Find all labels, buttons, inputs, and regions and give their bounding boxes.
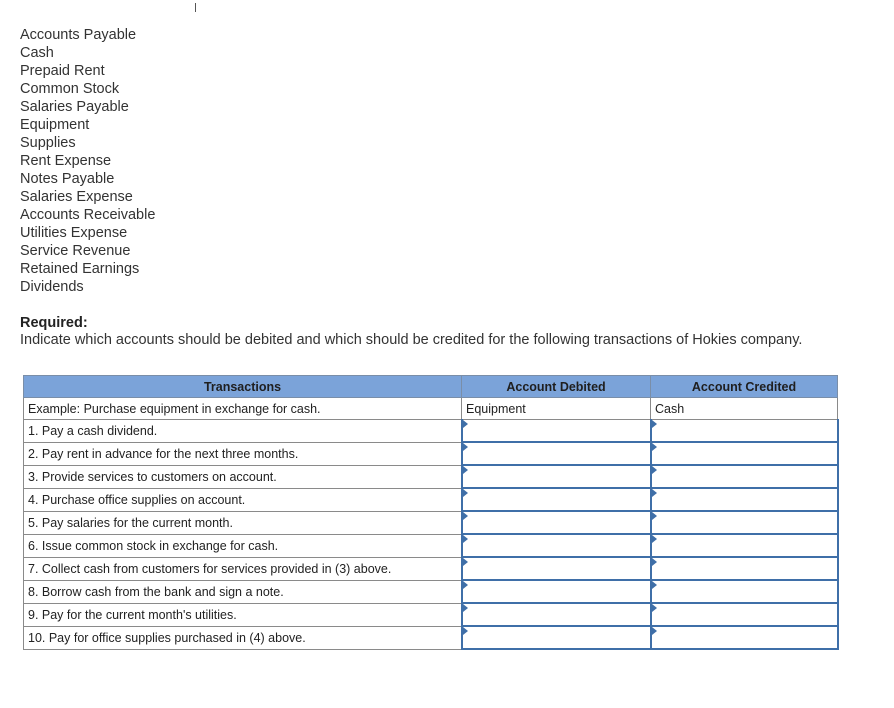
account-list-item: Notes Payable [20,171,115,187]
account-list-item: Accounts Payable [20,27,137,43]
table-row [24,488,838,511]
account-list-item: Cash [20,45,54,61]
table-row [24,603,838,626]
account-credited-input[interactable] [652,627,837,648]
transaction-description: 4. Purchase office supplies on account. [24,488,462,511]
example-description: Example: Purchase equipment in exchange for cash. [24,398,462,420]
account-credited-input[interactable] [652,420,837,441]
required-instructions: Indicate which accounts should be debited and which should be credited for the following transactions of Hokies company. [20,332,803,348]
account-credited-cell [651,442,838,465]
account-debited-cell [462,488,651,511]
table-row [24,420,838,443]
account-debited-input[interactable] [463,535,650,556]
account-list-item: Supplies [20,135,76,151]
account-list-item: Equipment [20,117,90,133]
account-debited-cell [462,626,651,649]
account-list-item: Service Revenue [20,243,131,259]
account-debited-input[interactable] [463,627,650,648]
account-debited-input[interactable] [463,581,650,602]
account-debited-cell [462,511,651,534]
account-debited-input[interactable] [463,466,650,487]
account-credited-input[interactable] [652,443,837,464]
account-credited-cell [651,465,838,488]
transactions-table [23,375,839,650]
account-list-item: Salaries Payable [20,99,129,115]
account-credited-input[interactable] [652,581,837,602]
account-credited-input[interactable] [652,512,837,533]
table-row [24,534,838,557]
account-credited-cell [651,488,838,511]
transaction-description: 9. Pay for the current month's utilities. [24,603,462,626]
account-credited-cell [651,511,838,534]
table-row [24,511,838,534]
table-row [24,442,838,465]
table-row [24,626,838,649]
account-debited-input[interactable] [463,604,650,625]
example-debited: Equipment [462,398,651,420]
account-list-item: Prepaid Rent [20,63,105,79]
transaction-description: 5. Pay salaries for the current month. [24,511,462,534]
header-account-debited: Account Debited [462,376,651,398]
transaction-description: 2. Pay rent in advance for the next three months. [24,442,462,465]
account-list-item: Utilities Expense [20,225,128,241]
account-credited-input[interactable] [652,489,837,510]
table-row [24,465,838,488]
table-header-row [24,376,838,398]
account-debited-cell [462,465,651,488]
account-credited-input[interactable] [652,604,837,625]
account-list-item: Accounts Receivable [20,207,156,223]
table-row [24,557,838,580]
account-credited-cell [651,534,838,557]
account-list-item: Retained Earnings [20,261,140,277]
account-debited-cell [462,534,651,557]
account-list-item: Dividends [20,279,84,295]
transaction-description: 10. Pay for office supplies purchased in (4) above. [24,626,462,649]
account-list-item: Common Stock [20,81,120,97]
accounts-list [20,26,155,296]
account-debited-input[interactable] [463,558,650,579]
account-credited-cell [651,420,838,443]
example-credited: Cash [651,398,838,420]
account-debited-cell [462,557,651,580]
account-debited-input[interactable] [463,420,650,441]
account-credited-cell [651,557,838,580]
account-debited-input[interactable] [463,443,650,464]
account-debited-cell [462,603,651,626]
transaction-description: 7. Collect cash from customers for services provided in (3) above. [24,557,462,580]
account-debited-input[interactable] [463,512,650,533]
account-credited-input[interactable] [652,535,837,556]
account-list-item: Rent Expense [20,153,112,169]
header-transactions: Transactions [24,376,462,398]
account-list-item: Salaries Expense [20,189,133,205]
transaction-description: 1. Pay a cash dividend. [24,420,462,443]
table-row [24,580,838,603]
transaction-description: 3. Provide services to customers on account. [24,465,462,488]
account-debited-cell [462,420,651,443]
account-credited-cell [651,580,838,603]
account-credited-input[interactable] [652,558,837,579]
account-debited-cell [462,442,651,465]
account-credited-cell [651,603,838,626]
required-label: Required: [20,315,88,331]
header-account-credited: Account Credited [651,376,838,398]
account-credited-input[interactable] [652,466,837,487]
account-debited-input[interactable] [463,489,650,510]
account-credited-cell [651,626,838,649]
transaction-description: 8. Borrow cash from the bank and sign a note. [24,580,462,603]
account-debited-cell [462,580,651,603]
transaction-description: 6. Issue common stock in exchange for cash. [24,534,462,557]
example-row [24,398,838,420]
top-divider-mark [195,3,196,12]
